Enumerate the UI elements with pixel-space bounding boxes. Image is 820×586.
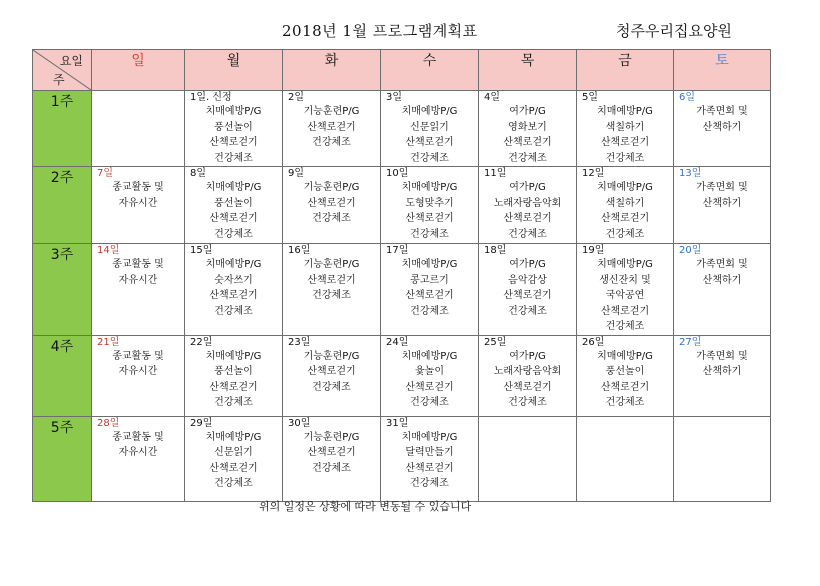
day-date: 12일 (582, 168, 605, 179)
day-date: 20일 (679, 245, 702, 256)
day-cell (92, 167, 185, 244)
activity-item: 여가P/G (509, 259, 546, 270)
activity-item: 산책로걷기 (209, 462, 258, 474)
activity-item: 건강체조 (605, 228, 645, 240)
day-cell (92, 244, 185, 336)
day-date: 2일 (288, 92, 305, 103)
activity-item: 색칠하기 (605, 197, 645, 209)
activity-item: 기능훈련P/G (303, 350, 360, 362)
activity-item: 산책로걷기 (405, 213, 454, 224)
activity-item: 치매예방P/G (205, 182, 262, 193)
day-cell (283, 167, 381, 244)
activity-item: 종교활동 및 (112, 259, 164, 270)
corner-cell (33, 50, 92, 91)
program-schedule-table (32, 49, 771, 502)
activity-item: 건강체조 (605, 152, 645, 164)
activity-item: 건강체조 (605, 321, 645, 332)
activity-item: 치매예방P/G (205, 259, 262, 270)
activity-item: 여가P/G (509, 106, 546, 117)
activity-item: 풍선놀이 (214, 121, 253, 133)
day-cell (381, 91, 479, 167)
week-label: 1주 (33, 91, 92, 167)
activity-item: 산책로걷기 (405, 137, 454, 148)
activity-item: 산책로걷기 (209, 290, 258, 301)
activity-item: 건강체조 (508, 152, 547, 164)
day-date: 27일 (679, 336, 702, 348)
day-date: 29일 (190, 417, 213, 429)
activity-item: 기능훈련P/G (303, 431, 360, 443)
day-cell (674, 416, 771, 501)
activity-item: 건강체조 (214, 305, 253, 317)
activity-list (674, 349, 770, 380)
day-cell (381, 416, 479, 501)
activity-item: 콩고르기 (410, 274, 449, 286)
day-date: 31일 (386, 417, 409, 429)
activity-item: 치매예방P/G (597, 182, 653, 193)
day-cell (479, 91, 577, 167)
activity-item: 노래자랑음악회 (493, 197, 562, 209)
week-label: 5주 (33, 416, 92, 501)
activity-item: 달력만들기 (405, 447, 454, 458)
activity-item: 치매예방P/G (205, 431, 262, 443)
activity-item: 가족면회 및 (696, 259, 748, 270)
activity-item: 가족면회 및 (696, 182, 748, 193)
day-date: 24일 (386, 336, 409, 348)
day-cell (381, 335, 479, 416)
day-date: 14일 (97, 245, 120, 256)
day-cell (674, 167, 771, 244)
day-cell (479, 167, 577, 244)
day-cell (479, 244, 577, 336)
day-cell (381, 244, 479, 336)
schedule-note: 위의 일정은 상황에 따라 변동될 수 있습니다 (259, 500, 472, 513)
activity-item: 여가P/G (509, 350, 546, 362)
activity-list (283, 349, 380, 396)
day-date: 18일 (484, 245, 507, 256)
day-cell (577, 167, 674, 244)
day-cell (577, 91, 674, 167)
day-cell (381, 167, 479, 244)
activity-item: 산책로걷기 (307, 366, 356, 377)
day-date: 1일. 신정 (190, 92, 232, 103)
activity-item: 산책로걷기 (307, 447, 356, 458)
activity-item: 치매예방P/G (401, 259, 458, 270)
day-date: 19일 (582, 245, 605, 256)
activity-item: 기능훈련P/G (303, 259, 360, 270)
activity-item: 신문읽기 (214, 447, 253, 458)
activity-item: 산책로걷기 (405, 381, 454, 393)
day-cell (185, 244, 283, 336)
day-cell (674, 91, 771, 167)
activity-list (185, 104, 282, 166)
activity-item: 도형맞추기 (405, 197, 454, 209)
day-cell (92, 335, 185, 416)
day-header-fri: 금 (577, 50, 674, 91)
page-title: 2018년 1월 프로그램계획표 (282, 22, 478, 40)
activity-item: 숫자쓰기 (214, 274, 253, 286)
day-date: 10일 (386, 168, 409, 179)
activity-list (185, 349, 282, 411)
day-header-sat: 토 (674, 50, 771, 91)
activity-item: 여가P/G (509, 182, 546, 193)
activity-item: 치매예방P/G (401, 182, 458, 193)
activity-item: 음악감상 (508, 274, 547, 286)
day-date: 26일 (582, 336, 605, 348)
activity-item: 산책로걷기 (307, 121, 356, 133)
week-row (33, 335, 771, 416)
activity-list (92, 180, 184, 211)
activity-item: 치매예방P/G (401, 106, 458, 117)
activity-item: 산책로걷기 (209, 381, 258, 393)
week-row (33, 416, 771, 501)
activity-item: 치매예방P/G (597, 259, 653, 270)
day-date: 13일 (679, 168, 702, 179)
activity-item: 건강체조 (312, 462, 351, 474)
corner-label-day: 요일 (59, 54, 83, 68)
day-date: 7일 (97, 168, 114, 179)
activity-item: 산책로걷기 (209, 213, 258, 224)
day-date: 30일 (288, 417, 311, 429)
activity-item: 산책로걷기 (600, 305, 650, 317)
activity-item: 치매예방P/G (205, 350, 262, 362)
activity-item: 산책로걷기 (405, 462, 454, 474)
day-date: 17일 (386, 245, 409, 256)
activity-item: 산책로걷기 (209, 137, 258, 148)
activity-item: 종교활동 및 (112, 431, 164, 443)
activity-item: 건강체조 (214, 478, 253, 489)
day-cell (283, 416, 381, 501)
activity-list (185, 430, 282, 492)
activity-list (577, 349, 673, 411)
day-cell (479, 335, 577, 416)
activity-item: 산책로걷기 (503, 290, 552, 301)
day-date: 3일 (386, 92, 403, 103)
day-cell (577, 244, 674, 336)
activity-item: 건강체조 (214, 152, 253, 164)
activity-list (479, 104, 576, 166)
activity-item: 영화보기 (508, 121, 547, 133)
day-cell (283, 335, 381, 416)
activity-list (577, 104, 673, 166)
day-cell (185, 416, 283, 501)
day-cell (479, 416, 577, 501)
activity-list (381, 104, 478, 166)
activity-item: 산책로걷기 (307, 197, 356, 209)
activity-item: 건강체조 (508, 397, 547, 408)
activity-list (283, 104, 380, 151)
day-cell (185, 167, 283, 244)
day-date: 4일 (484, 92, 501, 103)
activity-list (381, 257, 478, 319)
activity-item: 자유시간 (118, 366, 158, 377)
activity-item: 산책하기 (702, 366, 742, 377)
day-date: 6일 (679, 92, 696, 103)
activity-item: 신문읽기 (410, 121, 449, 133)
activity-item: 산책로걷기 (600, 137, 650, 148)
activity-item: 기능훈련P/G (303, 182, 360, 193)
activity-item: 풍선놀이 (605, 366, 645, 377)
activity-item: 기능훈련P/G (303, 106, 360, 117)
day-header-mon: 월 (185, 50, 283, 91)
activity-item: 산책로걷기 (405, 290, 454, 301)
activity-item: 자유시간 (118, 274, 158, 286)
activity-list (674, 257, 770, 288)
activity-list (674, 180, 770, 211)
activity-item: 산책로걷기 (503, 137, 552, 148)
activity-list (381, 349, 478, 411)
day-cell (283, 244, 381, 336)
activity-item: 자유시간 (118, 197, 158, 209)
week-label: 3주 (33, 244, 92, 336)
activity-list (381, 180, 478, 242)
activity-item: 산책하기 (702, 121, 742, 133)
activity-item: 국악공연 (605, 290, 645, 301)
day-header-tue: 화 (283, 50, 381, 91)
activity-item: 산책로걷기 (600, 381, 650, 393)
activity-item: 종교활동 및 (112, 350, 164, 362)
activity-item: 건강체조 (410, 152, 449, 164)
day-date: 23일 (288, 336, 311, 348)
activity-list (381, 430, 478, 492)
week-label: 2주 (33, 167, 92, 244)
activity-item: 산책로걷기 (600, 213, 650, 224)
activity-item: 가족면회 및 (696, 350, 748, 362)
activity-item: 치매예방P/G (401, 431, 458, 443)
week-row (33, 91, 771, 167)
week-label: 4주 (33, 335, 92, 416)
day-header-thu: 목 (479, 50, 577, 91)
activity-list (479, 349, 576, 411)
activity-item: 건강체조 (410, 478, 449, 489)
activity-item: 치매예방P/G (401, 350, 458, 362)
activity-list (479, 257, 576, 319)
activity-item: 산책하기 (702, 197, 742, 209)
day-cell (283, 91, 381, 167)
day-date: 8일 (190, 168, 207, 179)
activity-list (92, 349, 184, 380)
activity-item: 풍선놀이 (214, 366, 253, 377)
day-date: 16일 (288, 245, 311, 256)
day-date: 9일 (288, 168, 305, 179)
corner-label-week: 주 (53, 73, 65, 87)
activity-item: 산책하기 (702, 274, 742, 286)
activity-list (283, 257, 380, 304)
activity-item: 치매예방P/G (597, 350, 653, 362)
activity-item: 윷놀이 (415, 366, 444, 377)
activity-item: 건강체조 (312, 381, 351, 393)
activity-list (185, 180, 282, 242)
day-date: 28일 (97, 417, 120, 429)
activity-item: 치매예방P/G (205, 106, 262, 117)
activity-item: 건강체조 (605, 397, 645, 408)
activity-item: 종교활동 및 (112, 182, 164, 193)
day-date: 5일 (582, 92, 599, 103)
activity-item: 풍선놀이 (214, 197, 253, 209)
activity-item: 자유시간 (118, 447, 158, 458)
day-cell (92, 91, 185, 167)
day-cell (185, 335, 283, 416)
activity-item: 건강체조 (508, 305, 547, 317)
day-cell (92, 416, 185, 501)
activity-list (92, 257, 184, 288)
day-cell (674, 335, 771, 416)
activity-item: 건강체조 (410, 228, 449, 240)
activity-item: 건강체조 (410, 397, 449, 408)
activity-item: 가족면회 및 (696, 106, 748, 117)
activity-item: 색칠하기 (605, 121, 645, 133)
week-row (33, 167, 771, 244)
calendar-body (33, 91, 771, 502)
activity-list (479, 180, 576, 242)
day-date: 11일 (484, 168, 507, 179)
activity-item: 산책로걷기 (503, 213, 552, 224)
day-date: 25일 (484, 336, 507, 348)
day-cell (185, 91, 283, 167)
day-cell (674, 244, 771, 336)
activity-list (577, 180, 673, 242)
activity-item: 치매예방P/G (597, 106, 653, 117)
week-row (33, 244, 771, 336)
day-date: 22일 (190, 336, 213, 348)
organization-name: 청주우리집요양원 (616, 22, 732, 40)
day-cell (577, 335, 674, 416)
activity-item: 건강체조 (508, 228, 547, 240)
activity-item: 산책로걷기 (503, 381, 552, 393)
weekday-header-row (33, 50, 771, 91)
activity-list (92, 430, 184, 461)
activity-item: 건강체조 (214, 397, 253, 408)
day-date: 15일 (190, 245, 213, 256)
activity-list (577, 257, 673, 335)
day-cell (577, 416, 674, 501)
day-date: 21일 (97, 336, 120, 348)
activity-item: 산책로걷기 (307, 274, 356, 286)
activity-item: 건강체조 (214, 228, 253, 240)
activity-item: 건강체조 (312, 213, 351, 224)
activity-item: 노래자랑음악회 (493, 366, 562, 377)
activity-list (674, 104, 770, 135)
activity-item: 생신잔치 및 (599, 274, 651, 286)
activity-list (185, 257, 282, 319)
day-header-sun: 일 (92, 50, 185, 91)
activity-list (283, 180, 380, 227)
activity-item: 건강체조 (312, 290, 351, 301)
activity-item: 건강체조 (410, 305, 449, 317)
day-header-wed: 수 (381, 50, 479, 91)
activity-item: 건강체조 (312, 137, 351, 148)
activity-list (283, 430, 380, 477)
